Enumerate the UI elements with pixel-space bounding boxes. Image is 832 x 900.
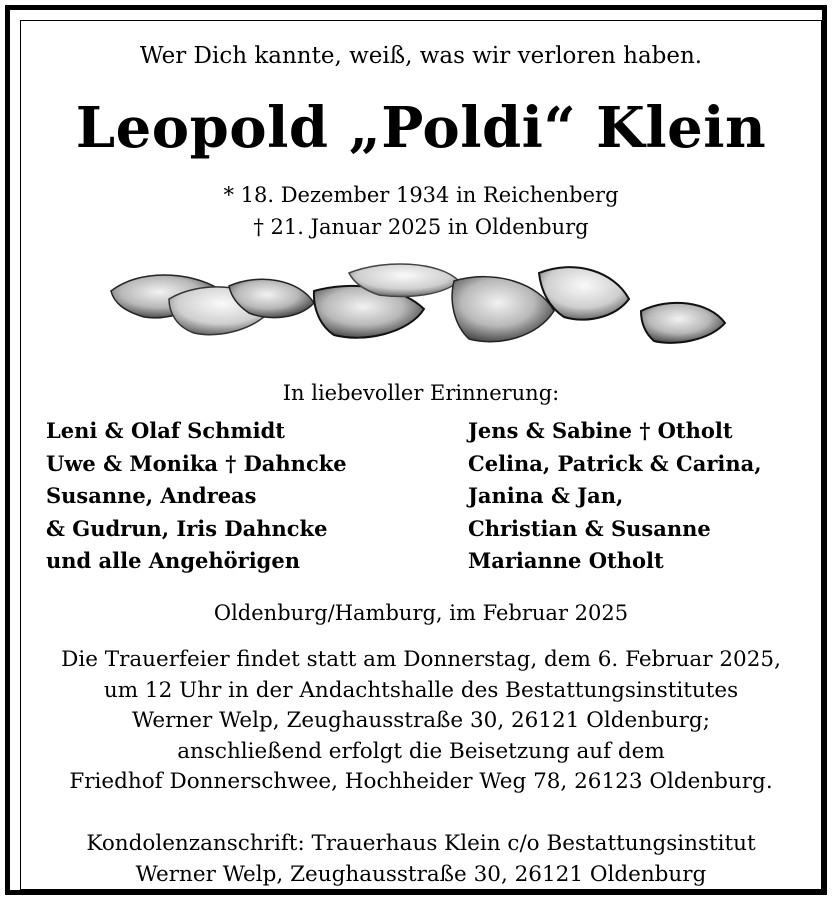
mourner-name: Jens & Sabine † Otholt	[468, 418, 733, 443]
funeral-details-line: Werner Welp, Zeughausstraße 30, 26121 Oldenburg;	[132, 708, 710, 733]
mourner-name: Janina & Jan,	[468, 483, 624, 508]
funeral-details-line: Die Trauerfeier findet statt am Donnerstag, dem 6. Februar 2025,	[61, 647, 781, 672]
mourner-name: Christian & Susanne	[468, 515, 711, 541]
mourner-name: & Gudrun, Iris Dahncke	[46, 515, 328, 541]
funeral-details	[21, 645, 821, 798]
funeral-details-line: Friedhof Donnerschwee, Hochheider Weg 78, 26123 Oldenburg.	[69, 769, 773, 794]
mourner-name: Uwe & Monika † Dahncke	[46, 450, 347, 476]
mourners-left	[46, 415, 347, 578]
obituary-frame	[5, 5, 827, 895]
obituary-inner-border	[20, 20, 822, 890]
condolence-line: Kondolenzanschrift: Trauerhaus Klein c/o Bestattungsinstitut	[86, 831, 756, 856]
mourner-name: Susanne, Andreas	[46, 483, 257, 508]
rose-petals-image	[109, 251, 729, 361]
deceased-name: Leopold „Poldi“ Klein	[75, 95, 767, 161]
mourner-name: Marianne Otholt	[468, 548, 664, 573]
remembrance-intro: In liebevoller Erinnerung:	[282, 381, 560, 405]
funeral-details-line: anschließend erfolgt die Beisetzung auf dem	[177, 738, 665, 764]
birth-date: * 18. Dezember 1934 in Reichenberg	[223, 183, 619, 207]
place-and-date: Oldenburg/Hamburg, im Februar 2025	[213, 601, 629, 625]
mourner-name: Celina, Patrick & Carina,	[468, 450, 762, 476]
mourner-name: Leni & Olaf Schmidt	[46, 418, 285, 443]
funeral-details-line: um 12 Uhr in der Andachtshalle des Bestattungsinstitutes	[103, 677, 739, 703]
condolence-line: Werner Welp, Zeughausstraße 30, 26121 Oldenburg	[135, 861, 707, 887]
mourners-right	[468, 415, 762, 578]
life-dates	[21, 179, 821, 243]
mourner-name: und alle Angehörigen	[46, 548, 300, 573]
death-date: † 21. Januar 2025 in Oldenburg	[253, 215, 589, 239]
condolence-address	[21, 829, 821, 890]
motto: Wer Dich kannte, weiß, was wir verloren haben.	[139, 43, 703, 69]
